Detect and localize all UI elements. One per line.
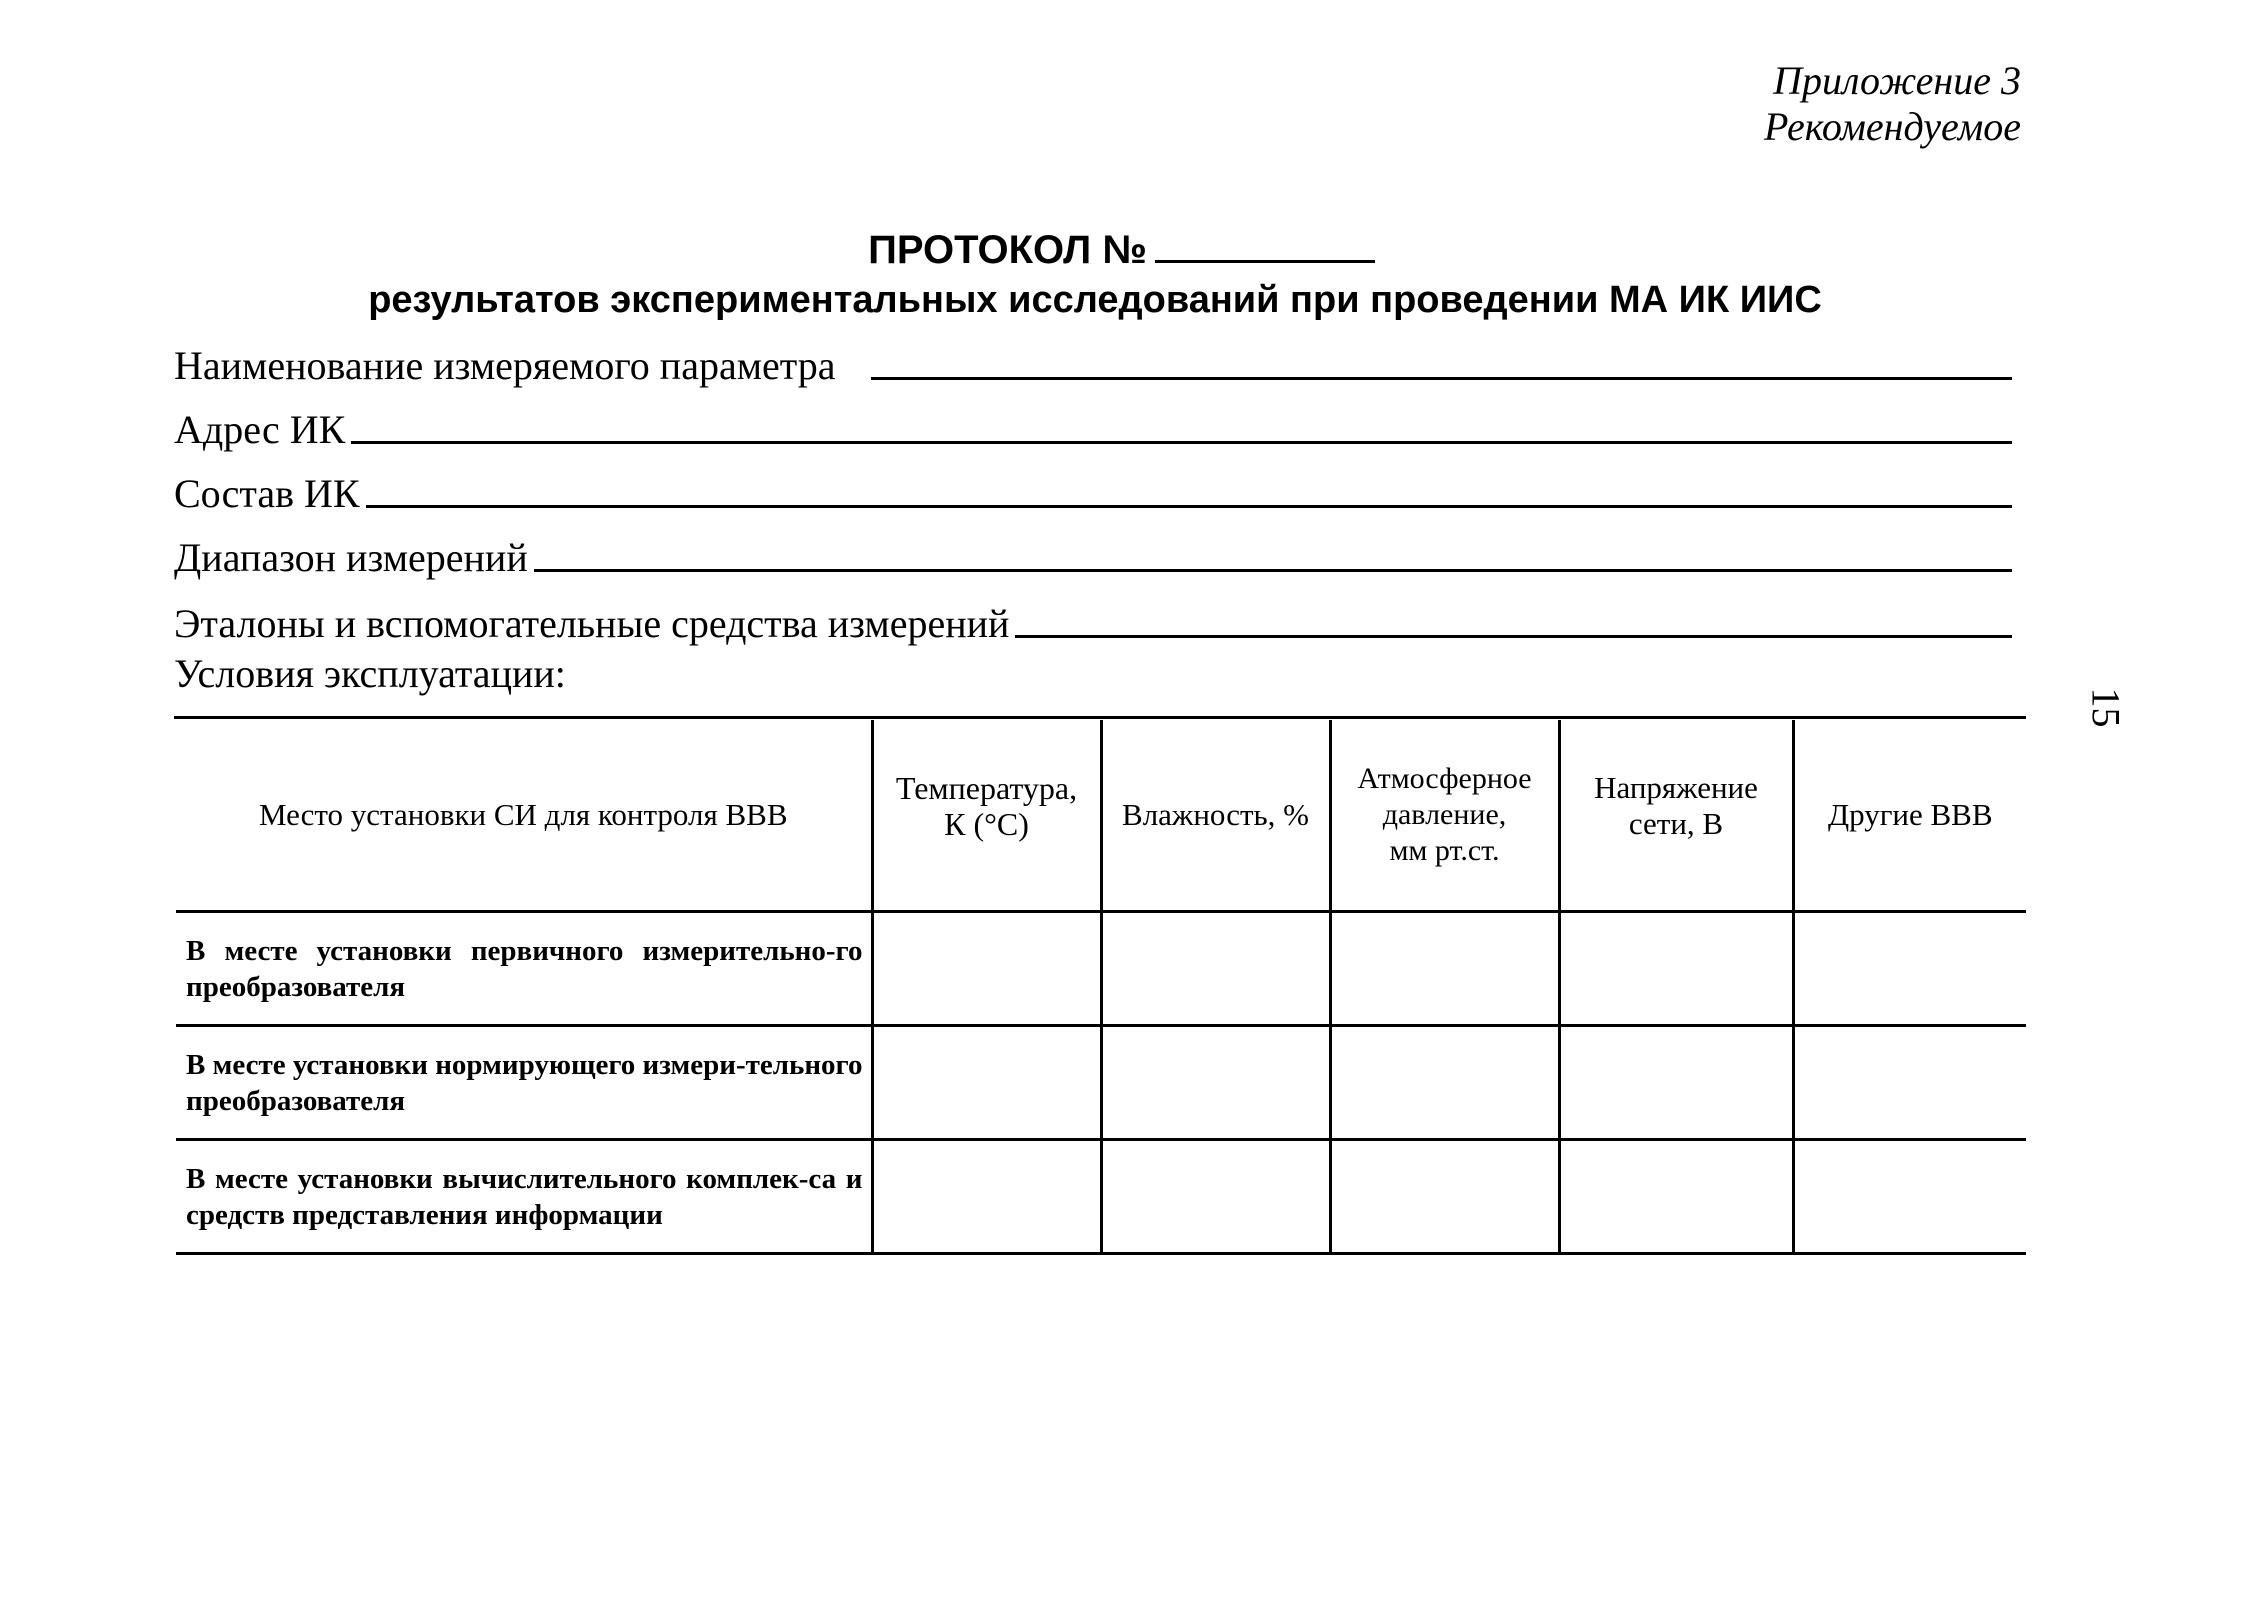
cell-other[interactable] <box>1793 912 2026 1026</box>
standards-blank[interactable] <box>1015 635 2012 638</box>
row-place-normalizing: В месте установки нормирующего измери-тельного преобразователя <box>176 1026 872 1140</box>
cell-voltage[interactable] <box>1559 1140 1793 1254</box>
measurement-range-field <box>174 534 2012 582</box>
cell-voltage[interactable] <box>1559 1026 1793 1140</box>
protocol-subtitle: результатов экспериментальных исследований при проведении МА ИК ИИС <box>368 279 1822 321</box>
header-temperature-line2: К (°С) <box>944 806 1029 842</box>
ik-composition-blank[interactable] <box>366 505 2012 508</box>
header-pressure-line1: Атмосферное <box>1357 762 1532 795</box>
header-temperature <box>872 720 1101 912</box>
header-humidity-text: Влажность, % <box>1122 797 1309 832</box>
cell-humidity[interactable] <box>1101 1026 1330 1140</box>
cell-pressure[interactable] <box>1330 912 1559 1026</box>
standards-field <box>174 600 2012 648</box>
parameter-name-field <box>174 342 2012 390</box>
protocol-number-blank[interactable] <box>1155 230 1375 263</box>
ik-address-label: Адрес ИК <box>174 407 346 452</box>
appendix-status: Рекомендуемое <box>1763 104 2021 149</box>
header-pressure-line2: давление, <box>1382 798 1507 831</box>
ik-composition-label: Состав ИК <box>174 471 360 516</box>
cell-voltage[interactable] <box>1559 912 1793 1026</box>
appendix-header <box>1764 58 2021 150</box>
cell-other[interactable] <box>1793 1026 2026 1140</box>
ik-address-blank[interactable] <box>351 441 2012 444</box>
header-voltage-line2: сети, В <box>1628 806 1724 841</box>
ik-composition-field <box>174 470 2012 518</box>
header-voltage <box>1559 720 1793 912</box>
header-place <box>176 720 872 912</box>
parameter-name-blank[interactable] <box>871 377 2012 380</box>
ik-address-field <box>174 406 2012 454</box>
row-place-primary: В месте установки первичного измерительно-го преобразователя <box>176 912 872 1026</box>
parameter-name-label: Наименование измеряемого параметра <box>174 343 836 388</box>
cell-other[interactable] <box>1793 1140 2026 1254</box>
measurement-range-label: Диапазон измерений <box>174 535 528 580</box>
cell-pressure[interactable] <box>1330 1026 1559 1140</box>
header-place-text: Место установки СИ для контроля ВВВ <box>258 797 788 832</box>
protocol-title-text: ПРОТОКОЛ № <box>868 228 1147 272</box>
header-other-text: Другие ВВВ <box>1827 797 1993 832</box>
page-number: 15 <box>2083 687 2129 728</box>
conditions-top-rule <box>174 716 2026 719</box>
cell-pressure[interactable] <box>1330 1140 1559 1254</box>
header-humidity <box>1101 720 1330 912</box>
conditions-table <box>176 720 2026 1255</box>
header-voltage-line1: Напряжение <box>1594 770 1758 805</box>
header-temperature-line1: Температура, <box>895 770 1078 806</box>
table-row <box>176 1140 2026 1254</box>
standards-label: Эталоны и вспомогательные средства измерений <box>174 601 1010 646</box>
appendix-number: Приложение 3 <box>1773 58 2021 103</box>
measurement-range-blank[interactable] <box>534 569 2012 572</box>
header-pressure <box>1330 720 1559 912</box>
conditions-header-row <box>176 720 2026 912</box>
table-row <box>176 1026 2026 1140</box>
table-row <box>176 912 2026 1026</box>
header-pressure-line3: мм рт.ст. <box>1389 834 1500 867</box>
cell-humidity[interactable] <box>1101 912 1330 1026</box>
cell-temperature[interactable] <box>872 1140 1101 1254</box>
protocol-title <box>0 226 2243 274</box>
cell-humidity[interactable] <box>1101 1140 1330 1254</box>
conditions-label: Условия эксплуатации: <box>174 651 566 696</box>
cell-temperature[interactable] <box>872 1026 1101 1140</box>
cell-temperature[interactable] <box>872 912 1101 1026</box>
row-place-computing: В месте установки вычислительного комплек-са и средств представления информации <box>176 1140 872 1254</box>
header-other <box>1793 720 2026 912</box>
